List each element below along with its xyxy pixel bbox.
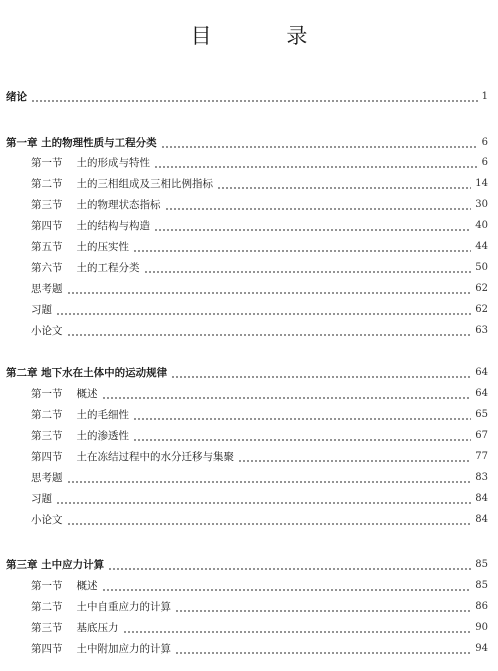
toc-section-entry[interactable]	[0, 427, 498, 445]
toc-page-number: 84	[475, 493, 488, 504]
dot-leader	[31, 88, 478, 106]
toc-section-entry[interactable]	[0, 196, 498, 214]
toc-entry-label	[31, 259, 140, 277]
toc-section-title: 土的形成与特性	[76, 157, 150, 169]
toc-section-entry[interactable]	[0, 406, 498, 424]
dot-leader	[154, 217, 471, 235]
toc-page-number: 65	[475, 409, 488, 420]
toc-section-number: 第四节	[31, 451, 63, 463]
toc-page-number: 6	[481, 137, 488, 148]
toc-entry-label: 思考题	[31, 283, 63, 295]
dot-leader	[144, 259, 472, 277]
toc-page-number: 30	[475, 199, 488, 210]
toc-section-number: 第五节	[31, 241, 63, 253]
page-title: 目 录	[190, 24, 342, 48]
toc-section-entry[interactable]	[0, 490, 498, 508]
dot-leader	[123, 619, 472, 637]
dot-leader	[102, 385, 472, 403]
toc-section-title: 土的毛细性	[76, 409, 129, 421]
toc-section-title: 土的压实性	[76, 241, 129, 253]
toc-section-number: 第六节	[31, 262, 63, 274]
toc-page-number: 63	[475, 325, 488, 336]
toc-page-number: 14	[475, 178, 488, 189]
toc-section-title: 土在冻结过程中的水分迁移与集聚	[76, 451, 234, 463]
toc-chapter-entry[interactable]	[0, 88, 498, 106]
dot-leader	[175, 598, 471, 616]
toc-entry-label	[31, 427, 129, 445]
toc-section-title: 土中附加应力的计算	[76, 643, 171, 655]
toc-entry-label: 小论文	[31, 514, 63, 526]
toc-entry-label	[31, 385, 98, 403]
toc-section-entry[interactable]	[0, 238, 498, 256]
toc-chapter-entry[interactable]	[0, 556, 498, 574]
toc-section-number: 第三节	[31, 199, 63, 211]
toc-section-entry[interactable]	[0, 301, 498, 319]
dot-leader	[67, 469, 472, 487]
toc-section-number: 第三节	[31, 430, 63, 442]
toc-entry-label	[31, 154, 150, 172]
dot-leader	[133, 427, 471, 445]
toc-section-entry[interactable]	[0, 217, 498, 235]
toc-section-entry[interactable]	[0, 640, 498, 658]
toc-section-title: 土的三相组成及三相比例指标	[76, 178, 213, 190]
toc-section-entry[interactable]	[0, 280, 498, 298]
toc-page-number: 44	[475, 241, 488, 252]
toc-section-number: 第二节	[31, 601, 63, 613]
toc-page-number: 62	[475, 283, 488, 294]
toc-page-number: 64	[475, 367, 488, 378]
dot-leader	[238, 448, 471, 466]
toc-section-title: 土的物理状态指标	[76, 199, 161, 211]
toc-section-number: 第二节	[31, 178, 63, 190]
toc-section-entry[interactable]	[0, 259, 498, 277]
dot-leader	[56, 301, 471, 319]
toc-section-number: 第三节	[31, 622, 63, 634]
toc-section-number: 第二节	[31, 409, 63, 421]
toc-page-number: 62	[475, 304, 488, 315]
toc-section-number: 第一节	[31, 388, 63, 400]
toc-section-entry[interactable]	[0, 511, 498, 529]
toc-page-number: 6	[481, 157, 488, 168]
toc-page-number: 64	[475, 388, 488, 399]
dot-leader	[67, 511, 472, 529]
toc-chapter-entry[interactable]	[0, 364, 498, 382]
dot-leader	[133, 238, 471, 256]
dot-leader	[161, 134, 478, 152]
dot-leader	[171, 364, 471, 382]
toc-page-number: 85	[475, 559, 488, 570]
toc-entry-label	[31, 217, 150, 235]
toc-section-entry[interactable]	[0, 619, 498, 637]
toc-section-entry[interactable]	[0, 469, 498, 487]
toc-section-title: 概述	[76, 388, 98, 400]
dot-leader	[56, 490, 471, 508]
toc-page-number: 94	[475, 643, 488, 654]
toc-entry-label	[31, 577, 98, 595]
toc-section-title: 土中自重应力的计算	[76, 601, 171, 613]
toc-entry-label	[31, 598, 171, 616]
toc-entry-label: 习题	[31, 304, 52, 316]
toc-section-entry[interactable]	[0, 577, 498, 595]
toc-entry-label: 小论文	[31, 325, 63, 337]
toc-page-number: 85	[475, 580, 488, 591]
toc-entry-label: 习题	[31, 493, 52, 505]
dot-leader	[67, 280, 472, 298]
toc-chapter-entry[interactable]	[0, 134, 498, 152]
toc-section-entry[interactable]	[0, 175, 498, 193]
toc-entry-label	[31, 448, 234, 466]
toc-section-entry[interactable]	[0, 322, 498, 340]
toc-entry-label: 绪论	[6, 91, 27, 103]
toc-section-entry[interactable]	[0, 385, 498, 403]
toc-page-number: 40	[475, 220, 488, 231]
toc-entry-label	[31, 175, 213, 193]
dot-leader	[67, 322, 472, 340]
toc-section-number: 第四节	[31, 643, 63, 655]
toc-entry-label: 思考题	[31, 472, 63, 484]
dot-leader	[154, 154, 478, 172]
toc-page-number: 86	[475, 601, 488, 612]
toc-section-entry[interactable]	[0, 448, 498, 466]
toc-entry-label: 第三章 土中应力计算	[6, 559, 105, 571]
toc-page-number: 90	[475, 622, 488, 633]
toc-section-entry[interactable]	[0, 154, 498, 172]
toc-page-number: 67	[475, 430, 488, 441]
toc-page-number: 84	[475, 514, 488, 525]
dot-leader	[133, 406, 471, 424]
toc-section-number: 第四节	[31, 220, 63, 232]
toc-entry-label	[31, 406, 129, 424]
toc-entry-label: 第二章 地下水在土体中的运动规律	[6, 367, 168, 379]
toc-page-number: 77	[475, 451, 488, 462]
toc-section-title: 概述	[76, 580, 98, 592]
toc-entry-label: 第一章 土的物理性质与工程分类	[6, 137, 157, 149]
toc-entry-label	[31, 640, 171, 658]
dot-leader	[217, 175, 471, 193]
toc-section-title: 土的结构与构造	[76, 220, 150, 232]
toc-page-number: 1	[481, 91, 488, 102]
toc-section-number: 第一节	[31, 580, 63, 592]
toc-page-number: 83	[475, 472, 488, 483]
toc-section-entry[interactable]	[0, 598, 498, 616]
toc-page-number: 50	[475, 262, 488, 273]
toc-entry-label	[31, 196, 161, 214]
toc-section-title: 基底压力	[76, 622, 119, 634]
toc-section-title: 土的工程分类	[76, 262, 140, 274]
toc-section-title: 土的渗透性	[76, 430, 129, 442]
dot-leader	[108, 556, 471, 574]
toc-section-number: 第一节	[31, 157, 63, 169]
toc-entry-label	[31, 619, 119, 637]
dot-leader	[165, 196, 472, 214]
dot-leader	[102, 577, 472, 595]
dot-leader	[175, 640, 471, 658]
toc-entry-label	[31, 238, 129, 256]
